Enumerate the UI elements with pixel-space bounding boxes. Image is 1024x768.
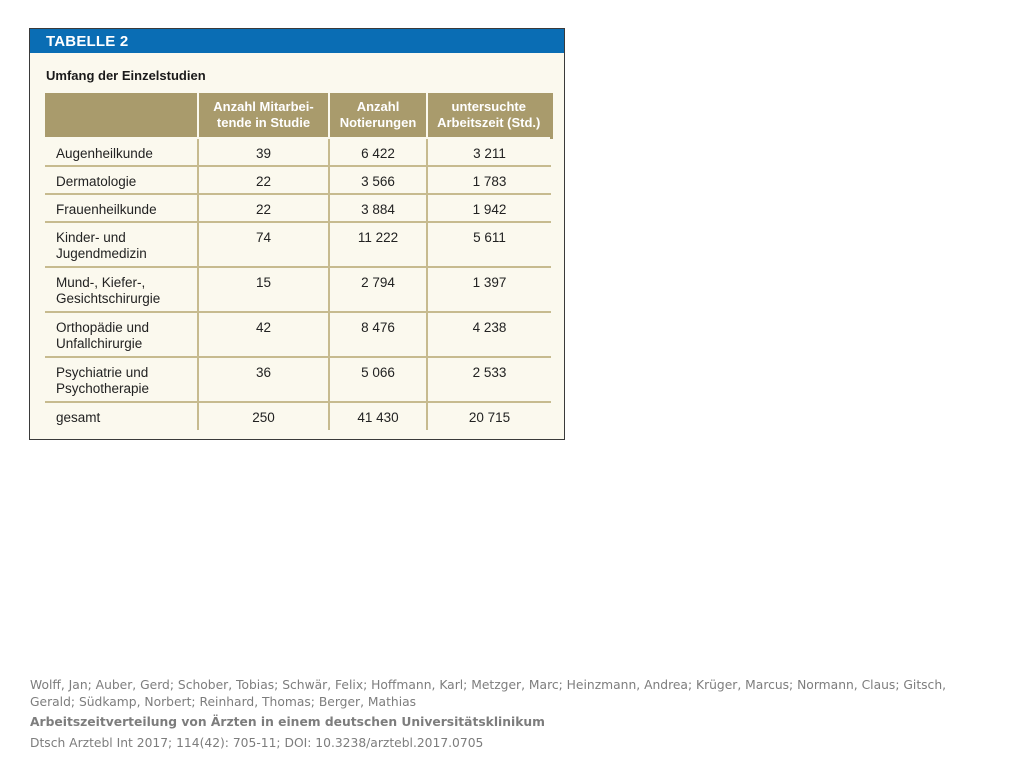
column-header-notierungen: Anzahl Notierungen (329, 93, 427, 138)
citation-source: Dtsch Arztebl Int 2017; 114(42): 705-11; DOI: 10.3238/arztebl.2017.0705 (30, 736, 484, 750)
cell-mitarbeitende: 39 (198, 138, 329, 166)
citation (30, 677, 990, 752)
cell-notierungen: 3 566 (329, 166, 427, 194)
table-row (45, 312, 551, 357)
row-label: Orthopädie und Unfallchirurgie (45, 312, 198, 357)
cell-notierungen: 11 222 (329, 222, 427, 267)
cell-notierungen: 41 430 (329, 402, 427, 430)
row-label: Kinder- und Jugendmedizin (45, 222, 198, 267)
table-row (45, 267, 551, 312)
row-label: Frauenheilkunde (45, 194, 198, 222)
table-row-total (45, 402, 551, 430)
cell-mitarbeitende: 22 (198, 166, 329, 194)
table-title: Umfang der Einzelstudien (46, 68, 206, 83)
row-label: Mund-, Kiefer-, Gesichtschirurgie (45, 267, 198, 312)
cell-arbeitszeit: 2 533 (427, 357, 551, 402)
cell-arbeitszeit: 1 397 (427, 267, 551, 312)
data-table (45, 93, 553, 430)
cell-mitarbeitende: 22 (198, 194, 329, 222)
table-row (45, 166, 551, 194)
cell-arbeitszeit: 5 611 (427, 222, 551, 267)
table-row (45, 357, 551, 402)
column-header-mitarbeitende: Anzahl Mitarbei- tende in Studie (198, 93, 329, 138)
column-header-arbeitszeit: untersuchte Arbeitszeit (Std.) (427, 93, 551, 138)
row-label: Dermatologie (45, 166, 198, 194)
cell-arbeitszeit: 20 715 (427, 402, 551, 430)
cell-arbeitszeit: 4 238 (427, 312, 551, 357)
cell-mitarbeitende: 74 (198, 222, 329, 267)
cell-mitarbeitende: 36 (198, 357, 329, 402)
cell-notierungen: 3 884 (329, 194, 427, 222)
cell-notierungen: 2 794 (329, 267, 427, 312)
cell-arbeitszeit: 1 783 (427, 166, 551, 194)
column-header-department (45, 93, 198, 138)
cell-mitarbeitende: 15 (198, 267, 329, 312)
row-label: Psychiatrie und Psychotherapie (45, 357, 198, 402)
cell-notierungen: 6 422 (329, 138, 427, 166)
table-row (45, 138, 551, 166)
cell-notierungen: 5 066 (329, 357, 427, 402)
citation-title: Arbeitszeitverteilung von Ärzten in einem deutschen Universitätsklinikum (30, 715, 545, 729)
cell-notierungen: 8 476 (329, 312, 427, 357)
citation-authors: Wolff, Jan; Auber, Gerd; Schober, Tobias; Schwär, Felix; Hoffmann, Karl; Metzger, Marc; Heinzmann, Andrea; Krüger, Marcus; Normann, Claus; Gitsch, Gerald; Südkamp, Norbert; Reinhard, Thomas; Berger, Mathias (30, 678, 947, 709)
cell-mitarbeitende: 250 (198, 402, 329, 430)
table-header-row (45, 93, 551, 138)
row-label: gesamt (45, 402, 198, 430)
table-label: TABELLE 2 (30, 29, 564, 53)
table-figure (29, 28, 565, 440)
cell-arbeitszeit: 1 942 (427, 194, 551, 222)
cell-mitarbeitende: 42 (198, 312, 329, 357)
row-label: Augenheilkunde (45, 138, 198, 166)
table-row (45, 222, 551, 267)
table-row (45, 194, 551, 222)
cell-arbeitszeit: 3 211 (427, 138, 551, 166)
